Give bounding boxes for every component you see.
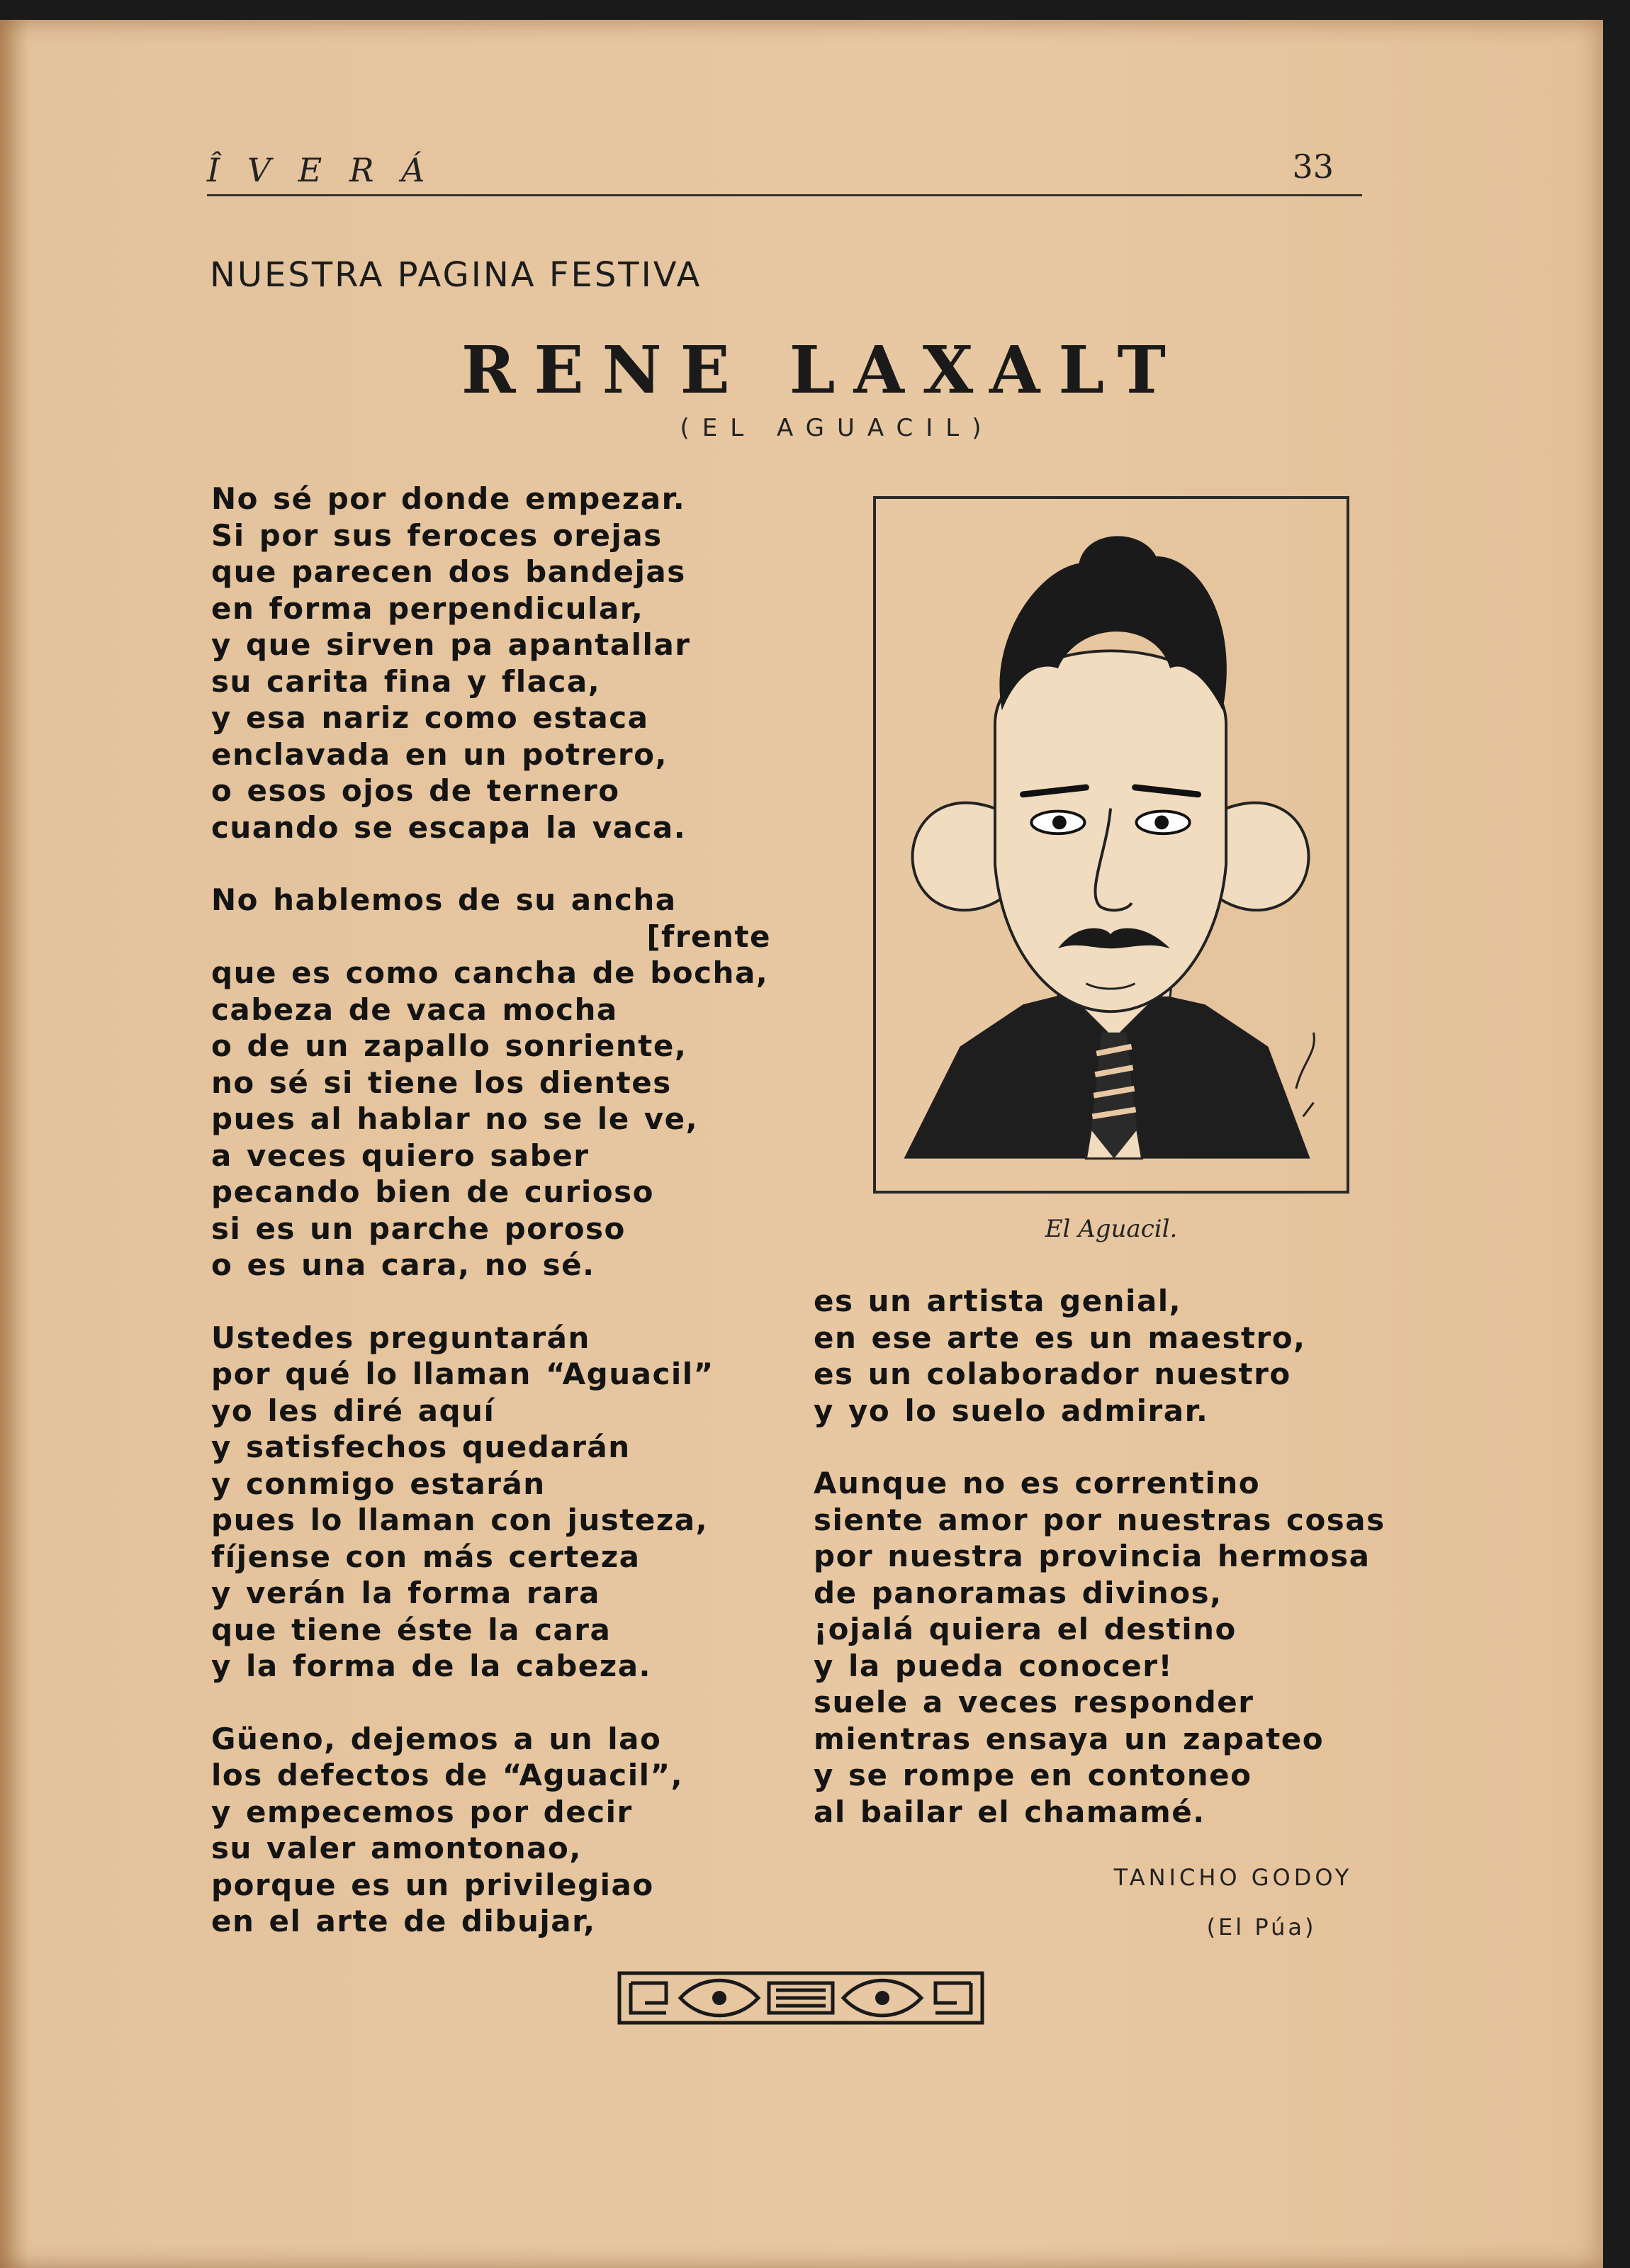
stanza — [211, 1721, 771, 1940]
stanza — [814, 1465, 1386, 1830]
stanza — [211, 481, 771, 846]
verse-line: por nuestra provincia hermosa — [814, 1539, 1371, 1573]
verse-line: cuando se escapa la vaca. — [211, 809, 687, 845]
verse-line: mientras ensaya un zapateo — [814, 1721, 1325, 1756]
verse-line: y la pueda conocer! — [814, 1648, 1174, 1683]
verse-line: si es un parche poroso — [211, 1211, 626, 1246]
verse-line: siente amor por nuestras cosas — [814, 1502, 1386, 1537]
author-alias: (El Púa) — [1206, 1914, 1317, 1941]
verse-line: pues lo llaman con justeza, — [211, 1503, 709, 1537]
verse-line: Si por sus feroces orejas — [211, 517, 663, 553]
author-name: TANICHO GODOY — [1113, 1864, 1353, 1891]
verse-line: suele a veces responder — [814, 1685, 1254, 1719]
verse-line: Aunque no es correntino — [814, 1466, 1261, 1500]
verse-line: y empecemos por decir — [211, 1794, 633, 1829]
verse-line: Güeno, dejemos a un lao — [211, 1721, 662, 1756]
figure-caption: El Aguacil. — [1045, 1215, 1178, 1243]
poem-left-column — [211, 481, 771, 1976]
verse-line: pecando bien de curioso — [211, 1174, 654, 1209]
page-number: 33 — [1292, 147, 1334, 186]
poem-subtitle: (EL AGUACIL) — [680, 414, 994, 442]
verse-line: es un artista genial, — [814, 1284, 1182, 1318]
verse-line-continuation: [frente — [646, 919, 771, 954]
verse-line: y que sirven pa apantallar — [211, 627, 691, 662]
stanza — [814, 1283, 1381, 1429]
verse-line: su carita fina y flaca, — [211, 663, 601, 699]
magazine-page — [0, 20, 1603, 2268]
verse-line: que es como cancha de bocha, — [211, 955, 769, 990]
verse-line: No hablemos de su ancha — [211, 882, 677, 917]
verse-line: los defectos de “Aguacil”, — [211, 1758, 684, 1792]
verse-line: en forma perpendicular, — [211, 590, 644, 626]
verse-line: en el arte de dibujar, — [211, 1904, 596, 1938]
verse-line: o de un zapallo sonriente, — [211, 1028, 687, 1063]
running-title: Î V E R Á — [207, 151, 434, 189]
poem-right-column — [814, 1283, 1386, 1866]
verse-line: Ustedes preguntarán — [211, 1320, 590, 1355]
verse-line: y conmigo estarán — [211, 1466, 546, 1501]
verse-line: porque es un privilegiao — [211, 1867, 654, 1902]
stanza — [211, 1320, 771, 1685]
verse-line: pues al hablar no se le ve, — [211, 1101, 699, 1136]
verse-line: al bailar el chamamé. — [814, 1794, 1205, 1829]
verse-line: su valer amontonao, — [211, 1831, 582, 1865]
verse-line: o esos ojos de ternero — [211, 773, 620, 808]
verse-line: y la forma de la cabeza. — [211, 1649, 651, 1683]
verse-line: por qué lo llaman “Aguacil” — [211, 1357, 714, 1391]
poem-title: RENE LAXALT — [461, 332, 1185, 408]
verse-line: y esa nariz como estaca — [211, 700, 649, 735]
verse-line: que parecen dos bandejas — [211, 554, 686, 589]
verse-line: o es una cara, no sé. — [211, 1247, 595, 1282]
caricature-portrait-frame — [873, 496, 1349, 1194]
verse-line: que tiene éste la cara — [211, 1612, 612, 1647]
verse-line: yo les diré aquí — [211, 1393, 495, 1428]
verse-line: a veces quiero saber — [211, 1138, 590, 1173]
decorative-ornament-icon — [617, 1967, 985, 2028]
verse-line: es un colaborador nuestro — [814, 1357, 1291, 1391]
verse-line: y yo lo suelo admirar. — [814, 1393, 1209, 1428]
verse-line: y verán la forma rara — [211, 1576, 600, 1610]
verse-line: fíjense con más certeza — [211, 1539, 641, 1574]
caricature-portrait-icon — [876, 499, 1347, 1191]
verse-line: No sé por donde empezar. — [211, 481, 686, 516]
verse-line: ¡ojalá quiera el destino — [814, 1612, 1237, 1646]
verse-line: y satisfechos quedarán — [211, 1430, 631, 1464]
verse-line: en ese arte es un maestro, — [814, 1320, 1306, 1355]
header-rule — [207, 194, 1362, 196]
verse-line: de panoramas divinos, — [814, 1575, 1222, 1610]
verse-line: no sé si tiene los dientes — [211, 1065, 672, 1100]
stanza — [211, 882, 771, 1284]
verse-line: cabeza de vaca mocha — [211, 992, 618, 1027]
verse-line: enclavada en un potrero, — [211, 736, 668, 772]
section-title: NUESTRA PAGINA FESTIVA — [210, 255, 702, 295]
verse-line: y se rompe en contoneo — [814, 1758, 1252, 1792]
